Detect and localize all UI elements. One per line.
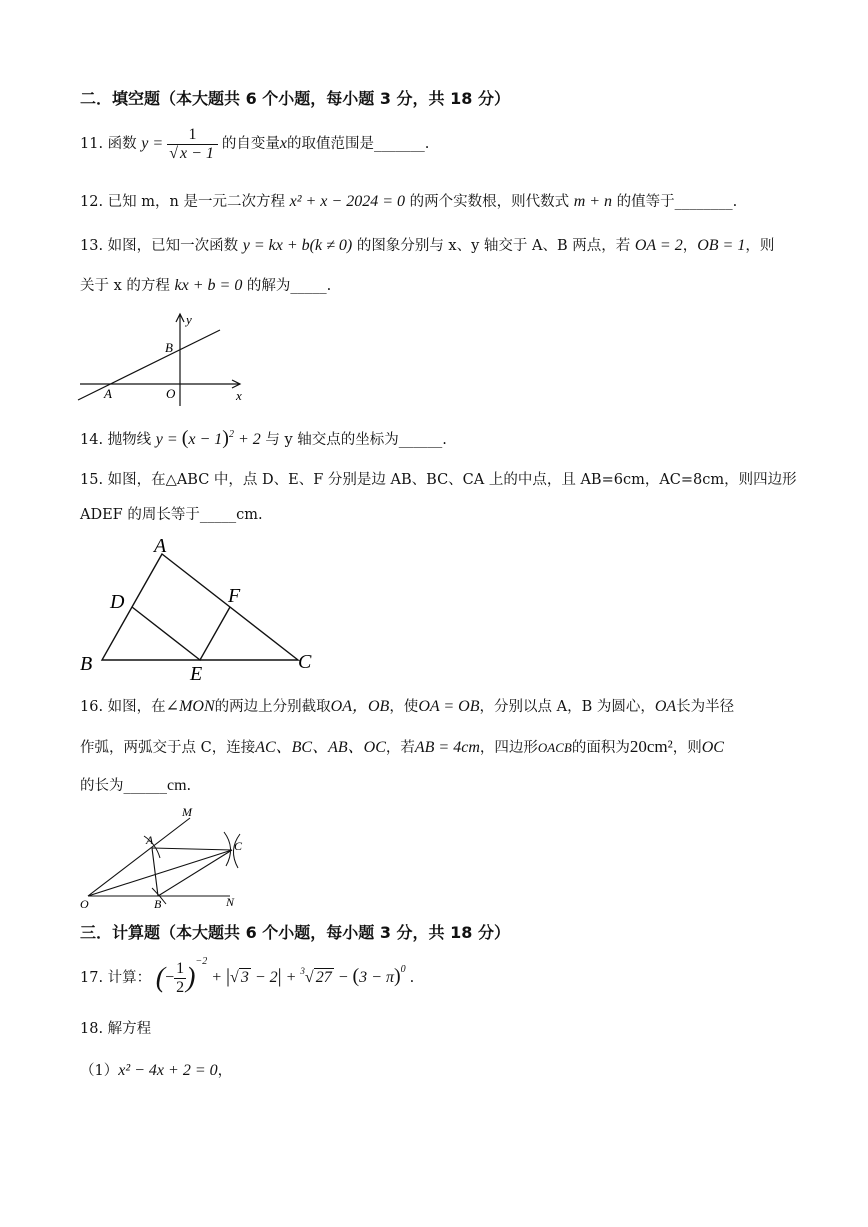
question-16-line-3 xyxy=(80,776,191,796)
q15-triangle-abc xyxy=(102,554,298,660)
q16-l3: 的长为 xyxy=(80,778,124,794)
q13-label-b: B xyxy=(165,340,173,355)
question-13-line-2 xyxy=(80,276,331,296)
q16-quad: OACB xyxy=(537,740,572,755)
q16-eq: OA = OB xyxy=(418,698,480,715)
q12-equation: x² + x − 2024 = 0 xyxy=(289,193,405,210)
q16-oaob: OA，OB xyxy=(330,698,390,715)
q16-oa: OA xyxy=(654,698,677,715)
question-12 xyxy=(80,192,737,212)
q16-blank: ______ xyxy=(123,778,167,794)
q11-end: . xyxy=(424,136,430,153)
q15-label-c: C xyxy=(298,651,312,673)
q16-label-a: A xyxy=(146,833,154,847)
q13-text: 13. 如图，已知一次函数 xyxy=(80,238,239,254)
q17-end: . xyxy=(409,970,415,987)
q12-end: . xyxy=(732,194,738,210)
q16-label-b: B xyxy=(154,897,162,911)
section-3-title: 三．计算题（本大题共 6 个小题，每小题 3 分，共 18 分） xyxy=(80,923,510,942)
q13-line2-post: 的解为 xyxy=(246,278,291,294)
q16-label-o: O xyxy=(80,897,89,911)
q16-figure xyxy=(78,804,258,912)
q15-label-b: B xyxy=(80,653,93,675)
question-18-part-1 xyxy=(80,1061,232,1081)
q13-figure xyxy=(76,308,246,410)
q15-label-d: D xyxy=(110,591,125,613)
q13-label-x: x xyxy=(236,388,242,403)
q15-label-a: A xyxy=(154,535,167,557)
q16-arc-c1 xyxy=(224,832,231,866)
q16-ray-om xyxy=(88,818,190,896)
q16-angle: ∠MON xyxy=(165,698,215,715)
q16-unit: cm xyxy=(167,777,187,794)
q13-ob: OB = 1 xyxy=(697,237,746,254)
q16-l1c: ，使 xyxy=(389,699,419,715)
q15-midpoint-lines xyxy=(132,607,230,660)
q16-end: . xyxy=(186,778,192,794)
question-18-title: 18. 解方程 xyxy=(80,1021,152,1037)
q13-label-y: y xyxy=(186,312,192,327)
q16-l1d: ，分别以点 A，B 为圆心， xyxy=(479,699,655,715)
q15-figure xyxy=(76,532,326,682)
q11-number: 11. xyxy=(80,136,104,153)
q16-ab: AB = 4cm xyxy=(414,739,480,756)
q14-blank: ______ xyxy=(398,432,443,448)
q11-var: x xyxy=(279,135,287,153)
q11-pre: 函数 xyxy=(107,136,137,153)
q14-pre: 14. 抛物线 xyxy=(80,432,152,448)
question-17 xyxy=(80,956,415,997)
q11-post2: 的取值范围是 xyxy=(286,136,374,153)
q13-comma: ， xyxy=(682,238,698,254)
q16-l1a: 16. 如图，在 xyxy=(80,699,166,715)
q11-formula: y = $\frac{1}{√ x - 1}$ xyxy=(141,135,222,152)
q16-l1e: 长为半径 xyxy=(676,699,735,715)
q12-expression: m + n xyxy=(573,193,613,210)
q13-line xyxy=(78,330,220,400)
q13-line2-pre: 关于 x 的方程 xyxy=(80,278,170,294)
q14-post: 与 y 轴交点的坐标为 xyxy=(265,432,399,448)
q12-mid: 的两个实数根，则代数式 xyxy=(409,194,570,210)
q16-oc: OC xyxy=(701,739,724,756)
question-13-line-1 xyxy=(80,236,774,256)
section-2-title: 二．填空题（本大题共 6 个小题，每小题 3 分，共 18 分） xyxy=(80,89,510,108)
q12-post: 的值等于 xyxy=(616,194,675,210)
q14-parabola: $y = (x - 1)^2 + 2$ xyxy=(155,427,261,449)
q16-lines: AC、BC、AB、OC xyxy=(255,739,386,756)
question-16-line-1 xyxy=(80,697,734,717)
q16-line-ac xyxy=(152,848,232,850)
q13-oa: OA = 2 xyxy=(634,237,683,254)
q15-label-f: F xyxy=(228,585,241,607)
question-15-line-2: ADEF 的周长等于_____cm. xyxy=(80,507,263,523)
q13-end: . xyxy=(326,278,332,294)
q14-end: . xyxy=(442,432,447,448)
q16-l2e: ，则 xyxy=(672,740,702,756)
q17-pre: 17. 计算： xyxy=(80,970,152,987)
q13-label-a: A xyxy=(104,386,112,401)
q16-line-bc xyxy=(158,850,232,896)
question-11 xyxy=(80,126,429,163)
question-14 xyxy=(80,428,447,450)
q13-blank: _____ xyxy=(290,278,327,294)
q13-then: ，则 xyxy=(745,238,775,254)
q16-label-m: M xyxy=(182,805,192,819)
question-16-line-2 xyxy=(80,737,724,758)
q18-p1: （1） xyxy=(80,1063,119,1079)
q16-label-c: C xyxy=(234,839,243,853)
q16-label-n: N xyxy=(226,895,235,909)
q13-mid: 的图象分别与 x、y 轴交于 A、B 两点，若 xyxy=(356,238,631,254)
q16-l2d: 的面积为 xyxy=(571,740,630,756)
q16-area: 20cm² xyxy=(629,737,673,756)
q15-label-e: E xyxy=(190,663,203,682)
q13-equation: kx + b = 0 xyxy=(174,277,243,294)
q18-end: ， xyxy=(217,1063,233,1079)
question-15-line-1: 15. 如图，在△ABC 中，点 D、E、F 分别是边 AB、BC、CA 上的中点，且 AB=6cm，AC=8cm，则四边形 xyxy=(80,472,797,488)
q16-l2c: ，四边形 xyxy=(479,740,538,756)
q12-text: 12. 已知 m，n 是一元二次方程 xyxy=(80,194,285,210)
q16-l1b: 的两边上分别截取 xyxy=(214,699,331,715)
q13-label-o: O xyxy=(166,386,176,401)
q18-equation: x² − 4x + 2 = 0 xyxy=(118,1062,218,1079)
q16-l2b: ，若 xyxy=(385,740,415,756)
q11-post: 的自变量 xyxy=(221,136,280,153)
q12-blank: ________ xyxy=(674,194,733,210)
q17-expression: (− $\frac{1}{2}$ )$^{-2}$ + |√ 3 − 2| + $^3$√ $27 - (3 - \pi)^0$ xyxy=(155,956,406,996)
q13-function: y = kx + b(k ≠ 0) xyxy=(242,237,353,254)
q11-blank: _______ xyxy=(373,136,425,153)
q16-l2a: 作弧，两弧交于点 C，连接 xyxy=(80,740,256,756)
